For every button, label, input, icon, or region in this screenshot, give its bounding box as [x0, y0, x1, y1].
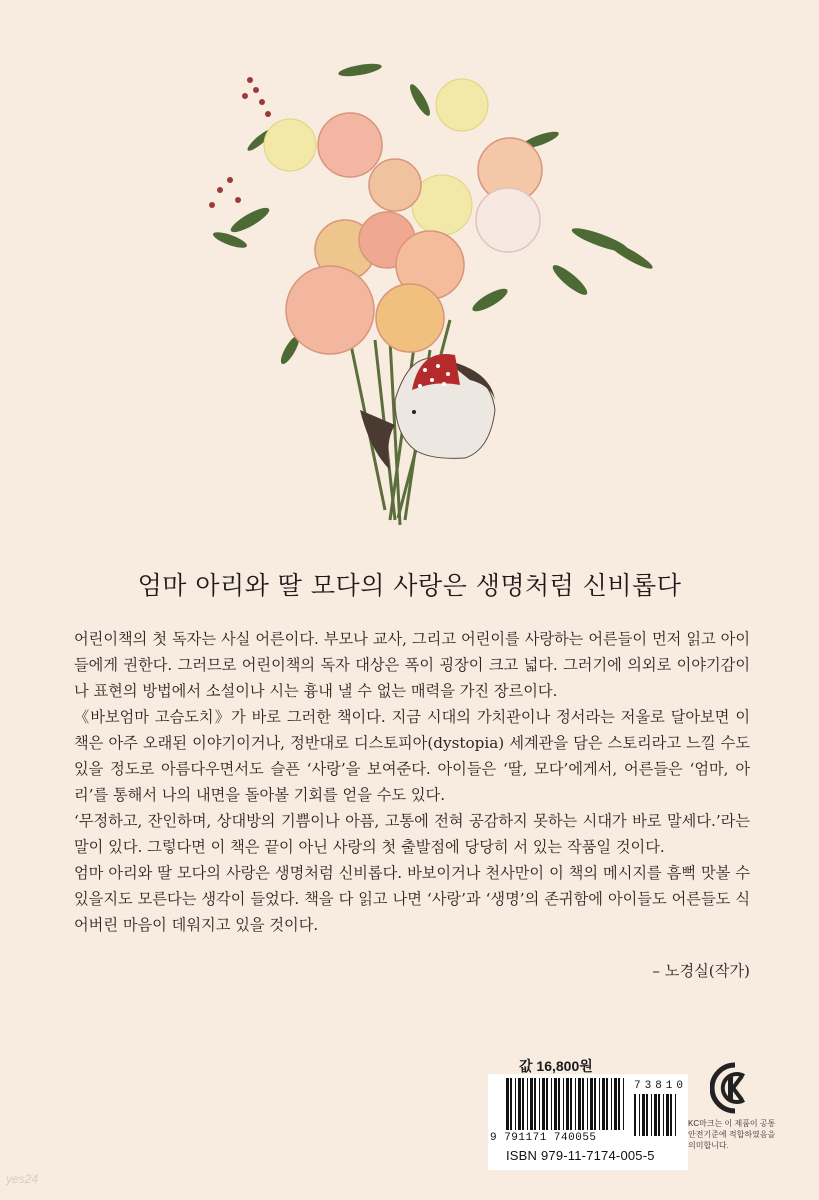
barcode-bar — [530, 1078, 533, 1130]
barcode-bar — [651, 1094, 652, 1136]
barcode-bar — [606, 1078, 608, 1130]
barcode-bar — [675, 1094, 676, 1136]
headline: 엄마 아리와 딸 모다의 사랑은 생명처럼 신비롭다 — [137, 571, 682, 600]
addon-number: 73810 — [634, 1080, 688, 1092]
barcode-bar — [510, 1078, 512, 1130]
price-label: 값 16,800원 — [519, 1058, 593, 1074]
barcode-bar — [642, 1094, 645, 1136]
bouquet-illustration — [190, 40, 680, 540]
barcode-bar — [666, 1094, 669, 1136]
barcode-bar — [546, 1078, 548, 1130]
signature: – 노경실(작가) — [652, 962, 750, 980]
kc-mark-icon — [710, 1062, 760, 1114]
barcode-bar — [570, 1078, 572, 1130]
barcode-bar — [646, 1094, 648, 1136]
barcode-bar — [558, 1078, 560, 1130]
barcode-bar — [527, 1078, 528, 1130]
barcode-bar — [566, 1078, 569, 1130]
barcode-bar — [614, 1078, 617, 1130]
barcode-bar — [534, 1078, 536, 1130]
barcode-bar — [623, 1078, 624, 1130]
barcode-bar — [654, 1094, 657, 1136]
paragraph-1: 어린이책의 첫 독자는 사실 어른이다. 부모나 교사, 그리고 어린이를 사랑하는 어른들이 먼저 읽고 아이들에게 권한다. 그러므로 어린이책의 독자 대상은 폭이 굉장이 크고 넓다. 그러기에 의외로 이야기감이나 표현의 방법에서 소설이나 시는 흉내 낼 수 없는 매력을 가진 장르이다. — [74, 630, 750, 700]
barcode-bar — [602, 1078, 605, 1130]
white-rose — [476, 188, 540, 252]
paragraph-2: 《바보엄마 고슴도치》가 바로 그러한 책이다. 지금 시대의 가치관이나 정서라는 저울로 달아보면 이 책은 아주 오래된 이야기이거나, 정반대로 디스토피아(dystopia) 세계관을 담은 스토리라고 느낄 수도 있을 정도로 아름다우면서도 슬픈 ‘사랑’을 보여준다. 아이들은 ‘딸, 모다’에게서, 어른들은 ‘엄마, 아리’를 통해서 나의 내면을 돌아볼 기회를 얻을 수도 있다. — [74, 708, 750, 804]
barcode-bar — [618, 1078, 620, 1130]
barcode-bar — [587, 1078, 588, 1130]
barcode-bar — [518, 1078, 521, 1130]
barcode-bar — [554, 1078, 557, 1130]
barcode-bar — [639, 1094, 640, 1136]
back-cover-text — [74, 626, 750, 938]
barcode-bar — [670, 1094, 672, 1136]
barcode-bar — [563, 1078, 564, 1130]
barcode-block — [488, 1074, 688, 1170]
paragraph-3: ‘무정하고, 잔인하며, 상대방의 기쁨이나 아픔, 고통에 전혀 공감하지 못하는 시대가 바로 말세다.’라는 말이 있다. 그렇다면 이 책은 끝이 아닌 사랑의 첫 출발점에 당당히 서 있는 작품일 것이다. — [74, 812, 750, 856]
barcode-bar — [634, 1094, 636, 1136]
kc-note: KC마크는 이 제품이 공통안전기준에 적합하였음을 의미합니다. — [688, 1119, 776, 1150]
barcode-bar — [506, 1078, 509, 1130]
barcode-bar — [539, 1078, 540, 1130]
barcode-bar — [522, 1078, 524, 1130]
barcode-bar — [578, 1078, 581, 1130]
barcode-bar — [594, 1078, 596, 1130]
barcode-bar — [663, 1094, 664, 1136]
barcode-number: 9 791171 740055 — [490, 1132, 597, 1144]
isbn-barcode — [506, 1078, 626, 1130]
isbn-text: ISBN 979-11-7174-005-5 — [506, 1148, 655, 1163]
barcode-bar — [542, 1078, 545, 1130]
barcode-bar — [582, 1078, 584, 1130]
barcode-bar — [515, 1078, 516, 1130]
barcode-bar — [599, 1078, 600, 1130]
barcode-bar — [551, 1078, 552, 1130]
paragraph-4: 엄마 아리와 딸 모다의 사랑은 생명처럼 신비롭다. 바보이거나 천사만이 이 책의 메시지를 흠뻑 맛볼 수 있을지도 모른다는 생각이 들었다. 책을 다 읽고 나면 ‘사랑’과 ‘생명’의 존귀함에 아이들도 어른들도 식어버린 마음이 데워지고 있을 것이다. — [74, 864, 750, 934]
addon-barcode — [634, 1094, 678, 1136]
barcode-bar — [658, 1094, 660, 1136]
watermark-logo: yes24 — [6, 1172, 39, 1186]
barcode-bar — [590, 1078, 593, 1130]
barcode-bar — [611, 1078, 612, 1130]
hedgehog — [395, 354, 495, 458]
barcode-bar — [575, 1078, 576, 1130]
